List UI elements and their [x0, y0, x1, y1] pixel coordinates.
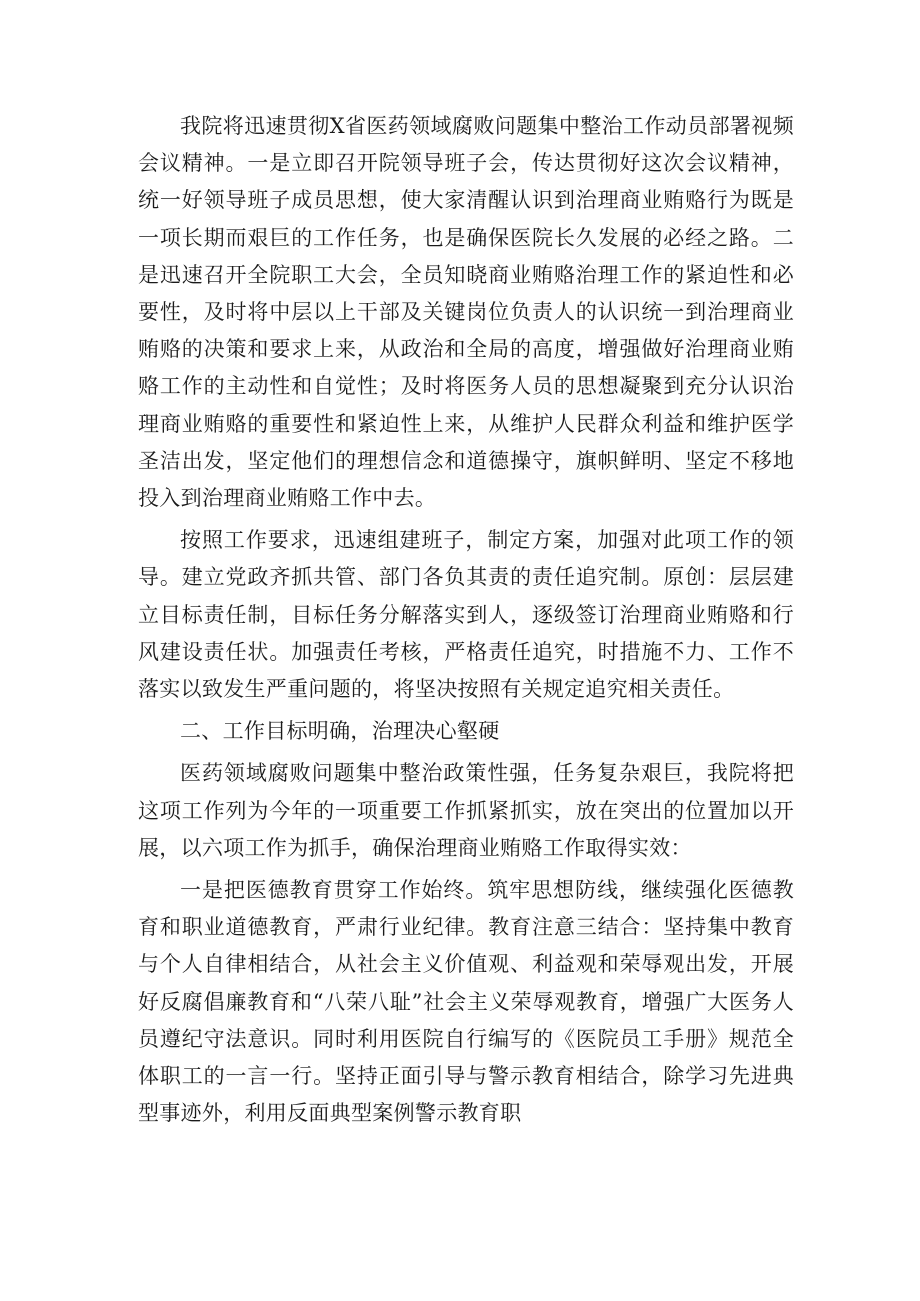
paragraph-responsibility-system: 按照工作要求，迅速组建班子，制定方案，加强对此项工作的领导。建立党政齐抓共管、部门各负其责的责任追究制。原创：层层建立目标责任制，目标任务分解落实到人，逐级签订治理商业贿赂和行风建设责任状。加强责任考核，严格责任追究，时措施不力、工作不落实以致发生严重问题的，将坚决按照有关规定追究相关责任。: [138, 528, 794, 702]
section-heading-2: 二、工作目标明确，治理决心壑硬: [180, 719, 500, 744]
document-body: [138, 108, 794, 1132]
paragraph-work-goals: 医药领域腐败问题集中整治政策性强，任务复杂艰巨，我院将把这项工作列为今年的一项重要工作抓紧抓实，放在突出的位置加以开展，以六项工作为抓手，确保治理商业贿赂工作取得实效：: [138, 761, 794, 860]
paragraph-meeting-spirit: 我院将迅速贯彻X省医药领域腐败问题集中整治工作动员部署视频会议精神。一是立即召开院领导班子会，传达贯彻好这次会议精神，统一好领导班子成员思想，使大家清醒认识到治理商业贿赂行为既是一项长期而艰巨的工作任务，也是确保医院长久发展的必经之路。二是迅速召开全院职工大会，全员知晓商业贿赂治理工作的紧迫性和必要性，及时将中层以上干部及关键岗位负责人的认识统一到治理商业贿赂的决策和要求上来，从政治和全局的高度，增强做好治理商业贿赂工作的主动性和自觉性；及时将医务人员的思想凝聚到充分认识治理商业贿赂的重要性和紧迫性上来，从维护人民群众利益和维护医学圣洁出发，坚定他们的理想信念和道德操守，旗帜鲜明、坚定不移地投入到治理商业贿赂工作中去。: [138, 114, 794, 511]
paragraph-ethics-education: 一是把医德教育贯穿工作始终。筑牢思想防线，继续强化医德教育和职业道德教育，严肃行业纪律。教育注意三结合：坚持集中教育与个人自律相结合，从社会主义价值观、利益观和荣辱观出发，开展好反腐倡廉教育和“八荣八耻”社会主义荣辱观教育，增强广大医务人员遵纪守法意识。同时利用医院自行编写的《医院员工手册》规范全体职工的一言一行。坚持正面引导与警示教育相结合，除学习先进典型事迹外，利用反面典型案例警示教育职: [138, 878, 794, 1126]
